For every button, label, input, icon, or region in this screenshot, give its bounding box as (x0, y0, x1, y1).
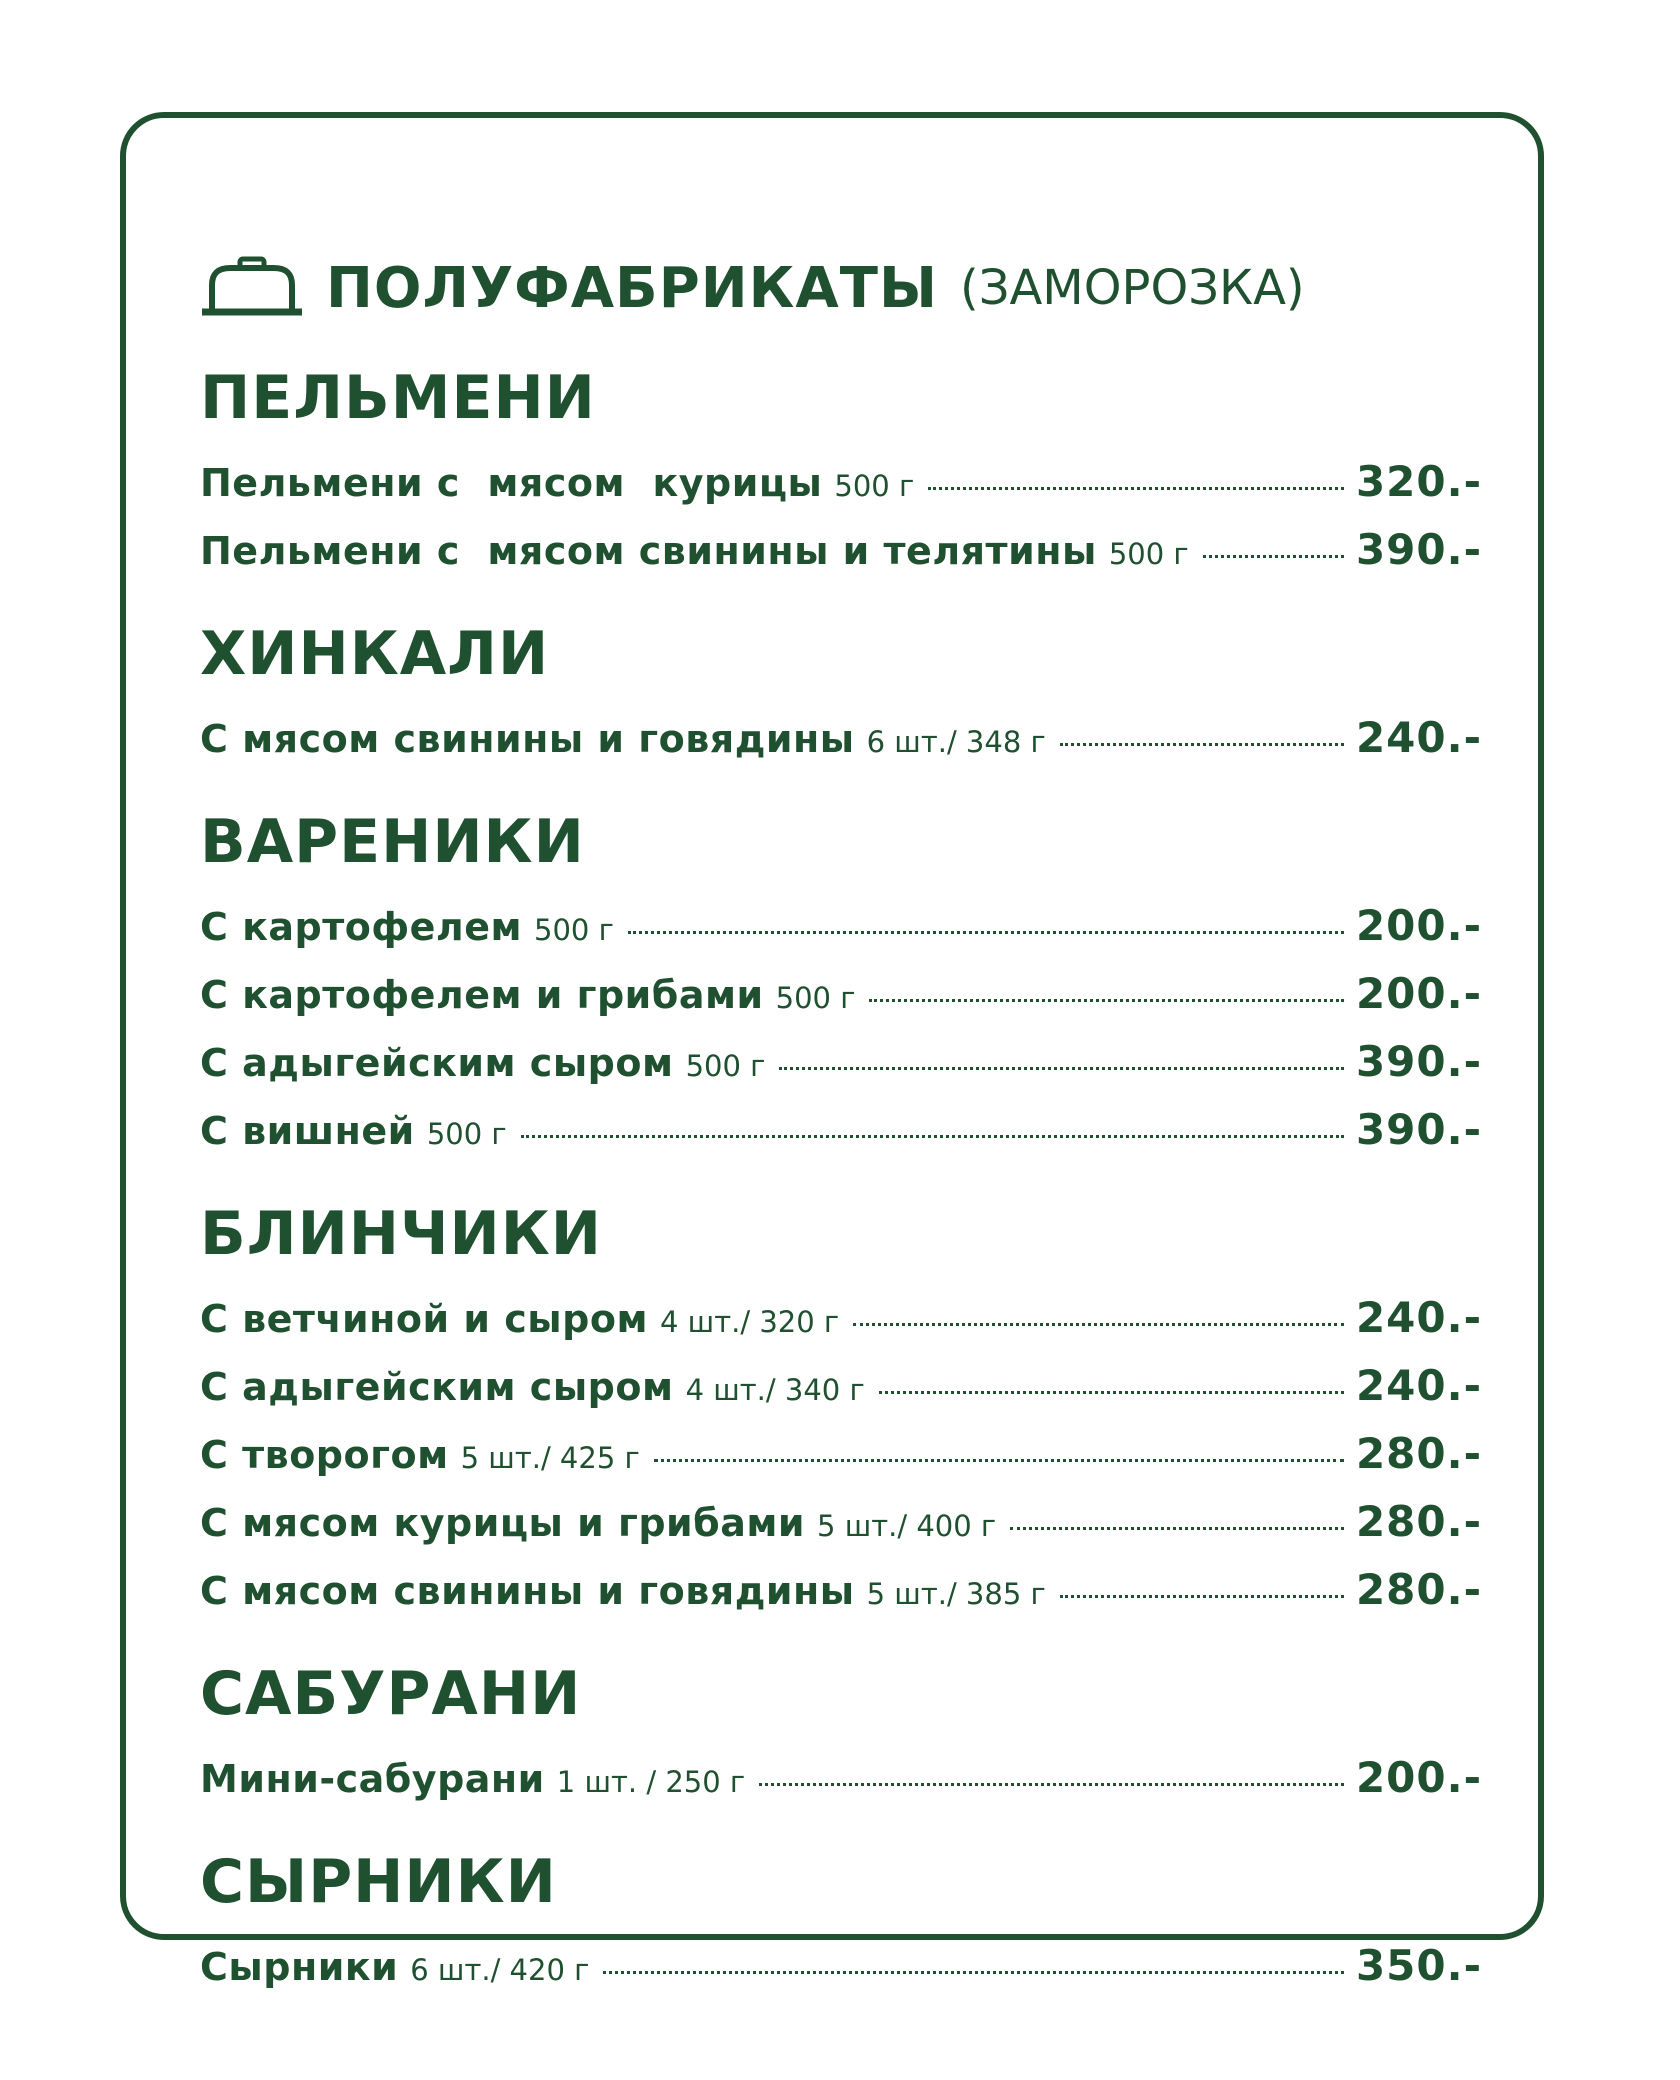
item-price: 390.- (1355, 1037, 1482, 1086)
section-title: БЛИНЧИКИ (200, 1199, 602, 1269)
dot-leader (879, 1391, 1344, 1394)
item-price: 320.- (1355, 457, 1482, 506)
item-weight: 4 шт./ 320 г (660, 1305, 840, 1339)
item-name: С картофелем и грибами (200, 973, 764, 1017)
dot-leader (779, 1067, 1344, 1070)
item-name: С мясом свинины и говядины (200, 717, 855, 761)
menu-item (200, 1284, 1482, 1352)
item-weight: 1 шт. / 250 г (556, 1765, 746, 1799)
menu-item (200, 960, 1482, 1028)
menu-header (200, 248, 1482, 328)
dot-leader (1060, 743, 1344, 746)
dot-leader (1203, 555, 1344, 558)
item-price: 350.- (1355, 1941, 1482, 1990)
item-name: С мясом свинины и говядины (200, 1569, 855, 1613)
item-weight: 6 шт./ 420 г (410, 1953, 590, 1987)
item-price: 200.- (1355, 901, 1482, 950)
menu-item (200, 892, 1482, 960)
item-weight: 500 г (775, 981, 856, 1015)
item-weight: 500 г (534, 913, 614, 947)
menu-item (200, 1028, 1482, 1096)
section-pelmeni (200, 356, 1482, 584)
menu-item (200, 1556, 1482, 1624)
dot-leader (928, 487, 1344, 490)
item-weight: 500 г (1108, 537, 1189, 571)
item-name: Пельмени с мясом курицы (200, 461, 823, 505)
section-saburani (200, 1652, 1482, 1812)
item-price: 280.- (1355, 1429, 1482, 1478)
item-price: 240.- (1355, 1293, 1482, 1342)
menu-item (200, 516, 1482, 584)
menu-content (200, 248, 1482, 2028)
dot-leader (1060, 1595, 1344, 1598)
section-syrniki (200, 1840, 1482, 2000)
item-weight: 5 шт./ 385 г (866, 1577, 1046, 1611)
item-name: Сырники (200, 1945, 399, 1989)
menu-item (200, 1744, 1482, 1812)
item-weight: 500 г (426, 1117, 507, 1151)
page-subtitle: (ЗАМОРОЗКА) (959, 260, 1305, 316)
menu-item (200, 1420, 1482, 1488)
section-title: САБУРАНИ (200, 1659, 582, 1729)
dot-leader (853, 1323, 1344, 1326)
menu-item (200, 1096, 1482, 1164)
item-weight: 500 г (834, 469, 915, 503)
section-title: СЫРНИКИ (200, 1847, 557, 1917)
section-title: ВАРЕНИКИ (200, 807, 585, 877)
dot-leader (1010, 1527, 1344, 1530)
item-name: С мясом курицы и грибами (200, 1501, 806, 1545)
dot-leader (521, 1135, 1344, 1138)
item-price: 240.- (1355, 713, 1482, 762)
item-price: 280.- (1355, 1565, 1482, 1614)
menu-item (200, 1932, 1482, 2000)
menu-item (200, 704, 1482, 772)
item-name: С картофелем (200, 905, 523, 949)
item-weight: 6 шт./ 348 г (866, 725, 1046, 759)
item-price: 280.- (1355, 1497, 1482, 1546)
item-price: 390.- (1355, 1105, 1482, 1154)
menu-item (200, 1488, 1482, 1556)
dot-leader (628, 931, 1344, 934)
menu-item (200, 448, 1482, 516)
item-price: 200.- (1355, 969, 1482, 1018)
item-name: С творогом (200, 1433, 449, 1477)
page-title: ПОЛУФАБРИКАТЫ (326, 255, 938, 321)
dot-leader (869, 999, 1343, 1002)
item-weight: 5 шт./ 425 г (460, 1441, 640, 1475)
section-title: ХИНКАЛИ (200, 619, 550, 689)
item-name: С адыгейским сыром (200, 1041, 674, 1085)
item-name: С адыгейским сыром (200, 1365, 674, 1409)
section-khinkali (200, 612, 1482, 772)
item-weight: 500 г (685, 1049, 766, 1083)
section-vareniki (200, 800, 1482, 1164)
item-weight: 4 шт./ 340 г (685, 1373, 865, 1407)
item-price: 240.- (1355, 1361, 1482, 1410)
item-name: С вишней (200, 1109, 415, 1153)
dot-leader (603, 1971, 1344, 1974)
item-weight: 5 шт./ 400 г (817, 1509, 997, 1543)
section-title: ПЕЛЬМЕНИ (200, 363, 596, 433)
cloche-icon (200, 255, 304, 321)
item-price: 390.- (1355, 525, 1482, 574)
section-blinchiki (200, 1192, 1482, 1624)
item-name: С ветчиной и сыром (200, 1297, 649, 1341)
item-name: Пельмени с мясом свинины и телятины (200, 529, 1097, 573)
item-name: Мини-сабурани (200, 1757, 545, 1801)
dot-leader (759, 1783, 1344, 1786)
item-price: 200.- (1355, 1753, 1482, 1802)
menu-item (200, 1352, 1482, 1420)
dot-leader (654, 1459, 1344, 1462)
